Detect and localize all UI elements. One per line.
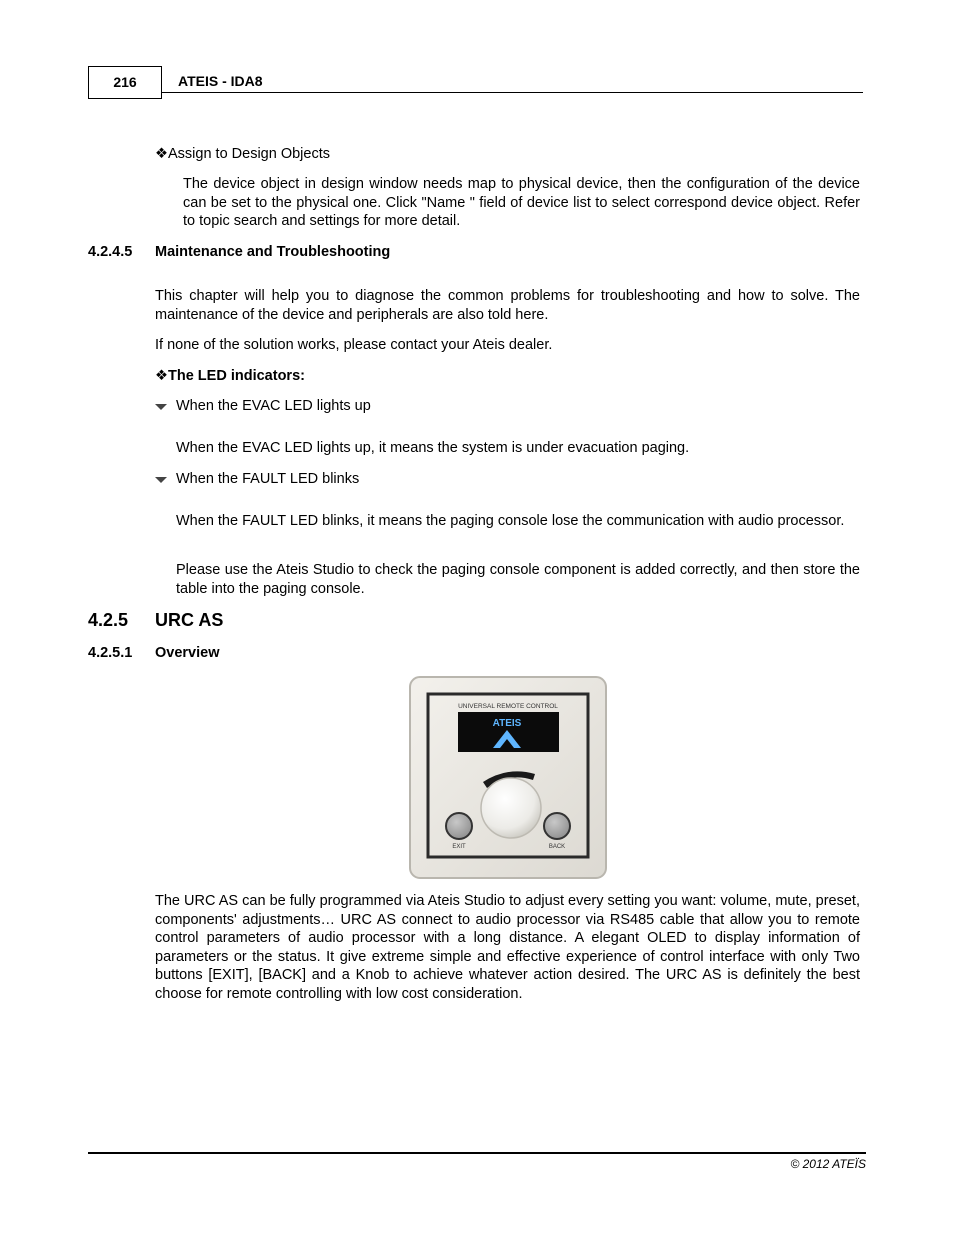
device-panel-label: UNIVERSAL REMOTE CONTROL — [458, 703, 558, 710]
maintenance-intro: This chapter will help you to diagnose the common problems for troubleshooting and how to solve. The maintenance of the device and peripherals are also told here. — [155, 288, 860, 323]
section-4251-title: Overview — [155, 645, 220, 661]
fault-led-text: When the FAULT LED blinks, it means the paging console lose the communication with audio processor. — [176, 513, 845, 529]
led-indicators-heading-text: The LED indicators: — [168, 368, 305, 384]
evac-led-toggle[interactable] — [155, 397, 555, 417]
header-title: ATEIS - IDA8 — [178, 73, 263, 89]
section-4245-number: 4.2.4.5 — [88, 244, 133, 260]
section-425-number: 4.2.5 — [88, 610, 129, 630]
page-number: 216 — [88, 66, 162, 99]
expand-triangle-icon — [155, 404, 167, 410]
urc-as-device-image — [409, 676, 607, 879]
section-425-title: URC AS — [155, 610, 224, 630]
diamond-bullet-icon: ❖ — [155, 146, 168, 162]
section-4251-number: 4.2.5.1 — [88, 645, 133, 661]
footer-copyright: © 2012 ATEÏS — [790, 1157, 866, 1171]
rotary-knob — [481, 778, 541, 838]
assign-paragraph: The device object in design window needs map to physical device, then the configuration of the device can be set to the physical one. Click "Name " field of device list to select correspond device object. Refer to topic search and settings for more detail. — [183, 176, 860, 229]
evac-led-toggle-label: When the EVAC LED lights up — [176, 398, 371, 414]
back-button — [544, 813, 570, 839]
led-indicators-heading — [155, 367, 305, 386]
back-label: BACK — [548, 844, 566, 850]
exit-label: EXIT — [452, 844, 466, 850]
footer-rule — [88, 1152, 866, 1154]
exit-button — [446, 813, 472, 839]
overview-paragraph: The URC AS can be fully programmed via Ateis Studio to adjust every setting you want: volume, mute, preset, components' adjustments… URC AS connect to audio processor via RS485 cable that allow you to remote control parameters of audio processor with a long distance. A elegant OLED to display information of parameters or the status. It give extreme simple and effective experience of control interface with only Two buttons [EXIT], [BACK] and a Knob to achieve whatever action desired. The URC AS is definitely the best choose for remote controlling with low cost consideration. — [155, 893, 860, 1002]
diamond-bullet-icon: ❖ — [155, 368, 168, 384]
fault-led-advice: Please use the Ateis Studio to check the paging console component is added correctly, and then store the table into the paging console. — [176, 562, 860, 597]
assign-heading-text: Assign to Design Objects — [168, 146, 330, 162]
assign-heading — [155, 145, 330, 164]
device-oled-logo: ATEIS — [492, 718, 522, 729]
fault-led-toggle[interactable] — [155, 470, 555, 490]
evac-led-text: When the EVAC LED lights up, it means the system is under evacuation paging. — [176, 440, 690, 456]
expand-triangle-icon — [155, 477, 167, 483]
header-rule — [162, 92, 863, 93]
contact-dealer-text: If none of the solution works, please contact your Ateis dealer. — [155, 337, 553, 353]
fault-led-toggle-label: When the FAULT LED blinks — [176, 471, 360, 487]
section-4245-title: Maintenance and Troubleshooting — [155, 244, 391, 260]
